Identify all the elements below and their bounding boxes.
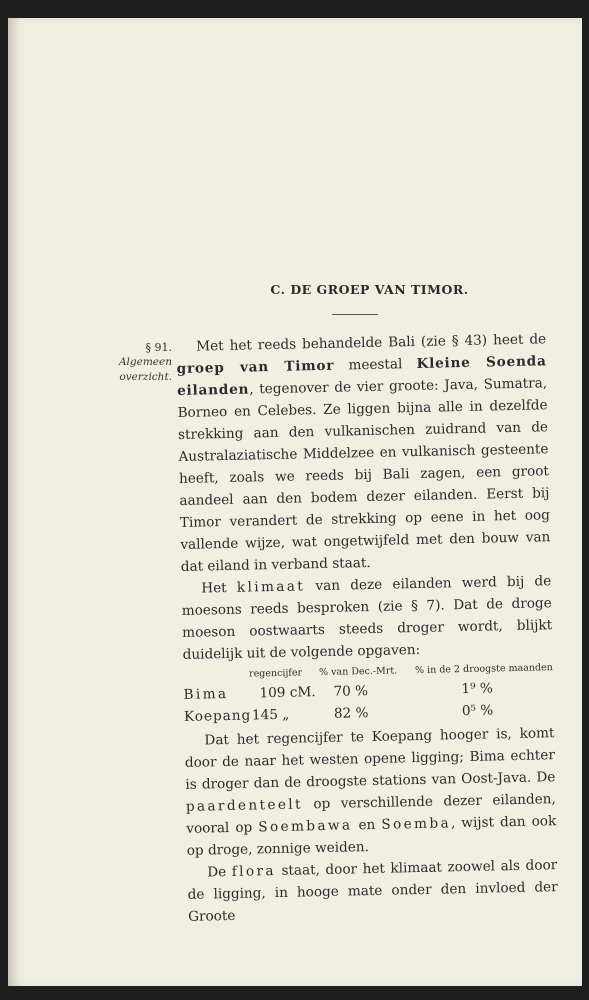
row-name: Bima	[183, 685, 229, 703]
row-name: Koepang	[183, 707, 252, 725]
row-dry: 0⁵ %	[461, 702, 494, 720]
heading-rule	[332, 314, 378, 315]
section-heading: C. DE GROEP VAN TIMOR.	[270, 282, 469, 297]
p4-text-1: De	[207, 863, 232, 881]
p3-spaced-1: paardenteelt	[185, 796, 304, 815]
row-rain: 145 „	[251, 706, 290, 724]
p1-text-3: , tegenover de vier groote: Java, Sumatra, Borneo en Celebes. Ze liggen bijna alle in dezelfde strekking aan den vulkanischen zuidrand van de Australaziatische Middelzee en vulkanisch gesteente heeft, zoals we reeds bij Bali zagen, een groot aandeel aan den bodem dezer eilanden. Eerst bij Timor verandert de strekking op eene in het oog vallende wijze, wat ongetwijfeld met den bouw van dat eiland in verband staat.	[177, 375, 551, 575]
row-rain: 109 cM.	[259, 684, 316, 702]
paragraph-4	[187, 854, 558, 928]
header-rain: regencijfer	[248, 667, 303, 680]
climate-table	[183, 660, 554, 728]
row-pct: 82 %	[333, 705, 369, 722]
margin-title-line1: Algemeen	[118, 356, 172, 368]
p3-text-3: en	[352, 816, 382, 834]
p2-text-2: van deze eilanden werd bij de moesons reeds besproken (zie § 7). Dat de droge moeson oostwaarts steeds droger wordt, blijkt duidelijk uit de volgende opgaven:	[181, 573, 553, 663]
paragraph-3	[184, 722, 557, 862]
row-dry: 1⁹ %	[461, 680, 493, 698]
p3-spaced-2: Soembawa	[258, 817, 353, 836]
p3-text-1: Dat het regencijfer te Koepang hooger is, komt door de naar het westen opene ligging; Bima echter is droger dan de droogste stations van Oost-Java. De	[184, 725, 556, 793]
margin-section-number: § 91.	[145, 341, 172, 354]
p4-spaced-1: flora	[231, 863, 277, 880]
p2-spaced-1: klimaat	[236, 578, 306, 596]
header-dry: % in de 2 droogste maanden	[414, 662, 553, 677]
p3-text-4: , wijst dan ook op droge, zonnige weiden.	[186, 813, 557, 859]
p4-text-2: staat, door het klimaat zoowel als door de ligging, in hooge mate onder den invloed der Groote	[187, 857, 558, 925]
margin-title-line2: overzicht.	[119, 371, 172, 383]
body-text	[176, 328, 558, 928]
p1-bold-1: groep van Timor	[176, 357, 335, 377]
p3-spaced-3: Soemba	[381, 815, 452, 833]
p1-text-2: meestal	[334, 355, 417, 374]
margin-note	[112, 340, 172, 385]
header-pct: % van Dec.-Mrt.	[318, 665, 398, 679]
row-pct: 70 %	[333, 683, 369, 700]
p1-bold-2: Kleine Soenda eilanden	[176, 353, 547, 399]
paragraph-2	[181, 570, 553, 666]
p3-text-2: op verschillende dezer eilanden, vooral op	[186, 791, 556, 837]
paragraph-1	[176, 328, 551, 578]
p2-text-1: Het	[201, 579, 238, 597]
p1-text-1: Met het reeds behandelde Bali (zie § 43) heet de	[196, 331, 547, 355]
